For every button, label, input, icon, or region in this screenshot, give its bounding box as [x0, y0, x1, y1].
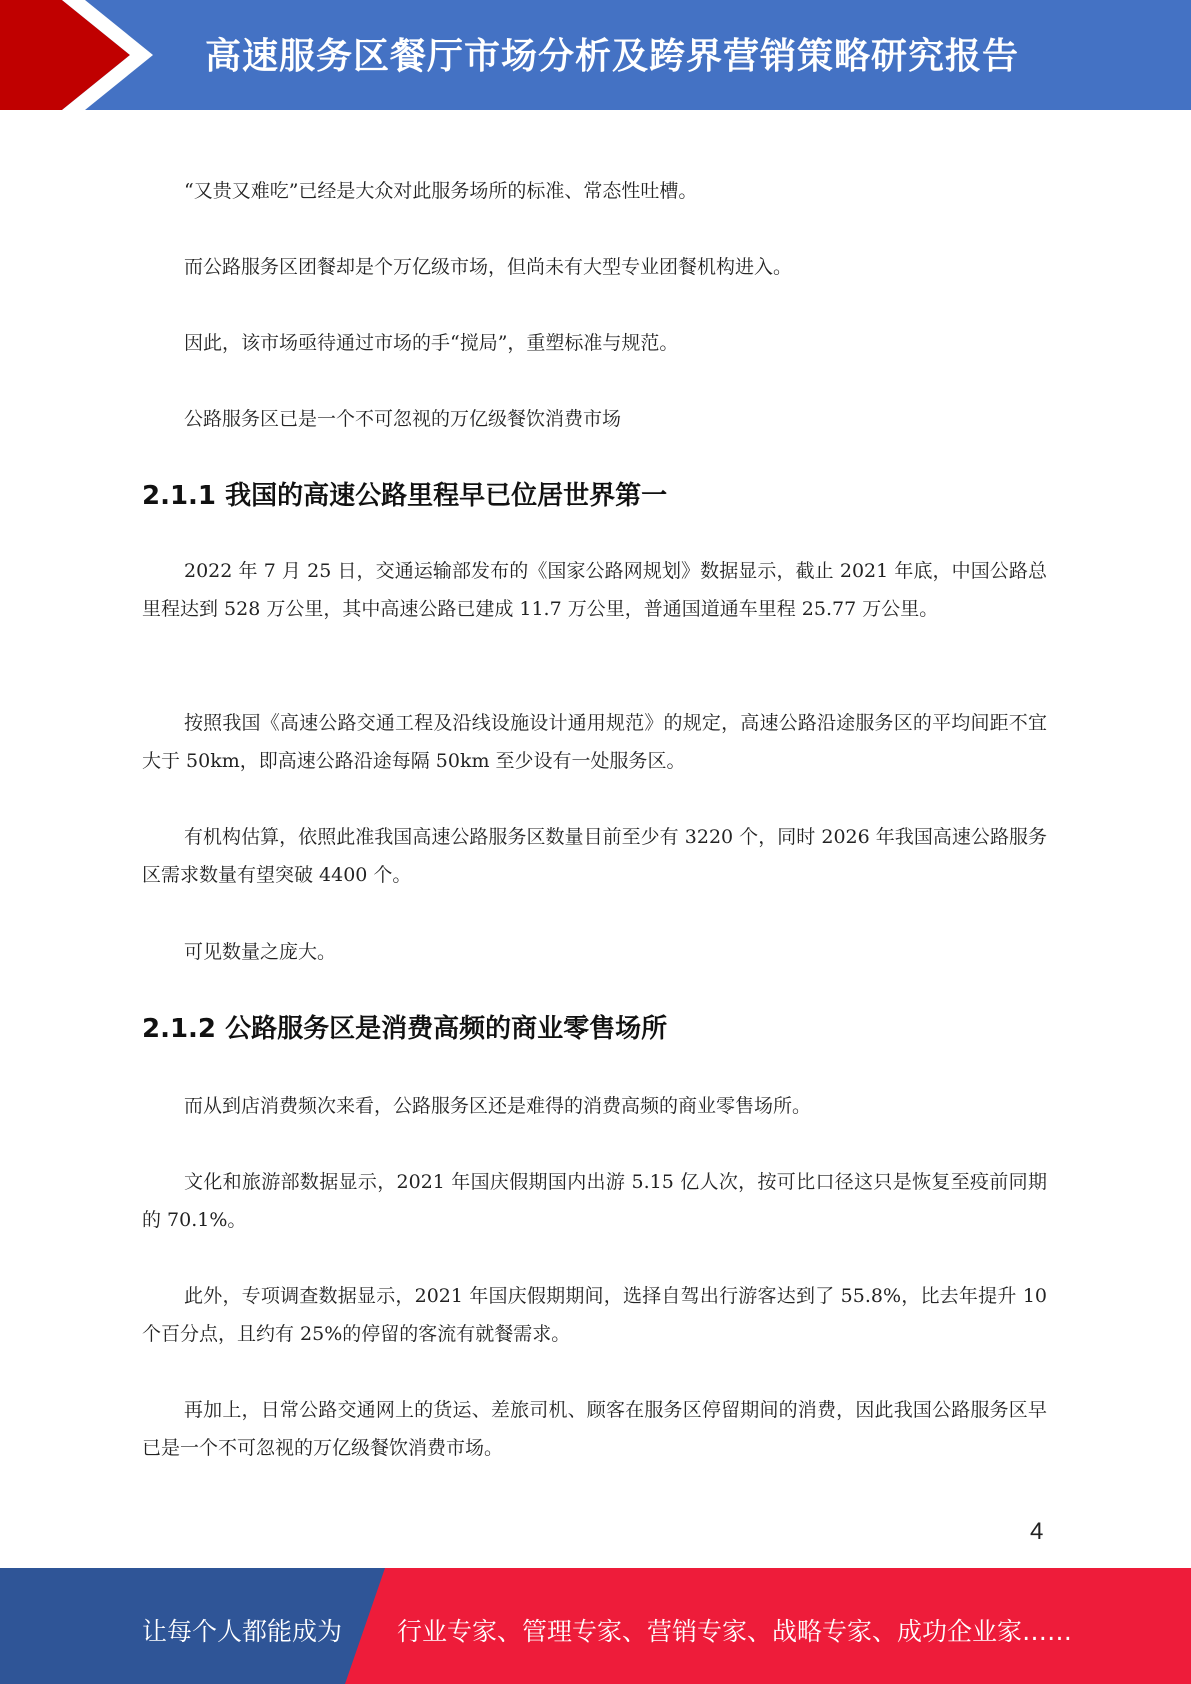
- section-heading-2-1-1: 2.1.1 我国的高速公路里程早已位居世界第一: [142, 481, 668, 511]
- paragraph: 2022 年 7 月 25 日，交通运输部发布的《国家公路网规划》数据显示，截止 2021 年底，中国公路总里程达到 528 万公里，其中高速公路已建成 11.7 万公里，普通国道通车里程 25.77 万公里。: [142, 560, 1047, 620]
- page-footer: [0, 1568, 1191, 1684]
- footer-slogan-left: 让每个人都能成为: [142, 1617, 343, 1646]
- paragraph: 可见数量之庞大。: [184, 941, 337, 963]
- paragraph: 文化和旅游部数据显示，2021 年国庆假期国内出游 5.15 亿人次，按可比口径这只是恢复至疫前同期的 70.1%。: [142, 1171, 1047, 1231]
- paragraph: “又贵又难吃”已经是大众对此服务场所的标准、常态性吐槽。: [184, 180, 698, 202]
- paragraph: 而公路服务区团餐却是个万亿级市场，但尚未有大型专业团餐机构进入。: [184, 256, 793, 278]
- report-title: 高速服务区餐厅市场分析及跨界营销策略研究报告: [205, 36, 1020, 77]
- paragraph: 此外，专项调查数据显示，2021 年国庆假期期间，选择自驾出行游客达到了 55.8%，比去年提升 10 个百分点，且约有 25%的停留的客流有就餐需求。: [142, 1285, 1047, 1345]
- paragraph: 按照我国《高速公路交通工程及沿线设施设计通用规范》的规定，高速公路沿途服务区的平均间距不宜大于 50km，即高速公路沿途每隔 50km 至少设有一处服务区。: [142, 712, 1047, 772]
- paragraph: 因此，该市场亟待通过市场的手“搅局”，重塑标准与规范。: [184, 332, 679, 354]
- paragraph: 有机构估算，依照此准我国高速公路服务区数量目前至少有 3220 个，同时 2026 年我国高速公路服务区需求数量有望突破 4400 个。: [142, 826, 1047, 886]
- page-header: [0, 0, 1191, 110]
- paragraph: 而从到店消费频次来看，公路服务区还是难得的消费高频的商业零售场所。: [184, 1095, 812, 1117]
- paragraph: 公路服务区已是一个不可忽视的万亿级餐饮消费市场: [184, 408, 622, 430]
- section-heading-2-1-2: 2.1.2 公路服务区是消费高频的商业零售场所: [142, 1014, 668, 1044]
- footer-slogan-right: 行业专家、管理专家、营销专家、战略专家、成功企业家……: [397, 1617, 1073, 1646]
- page-number: 4: [1030, 1518, 1044, 1545]
- paragraph: 再加上，日常公路交通网上的货运、差旅司机、顾客在服务区停留期间的消费，因此我国公路服务区早已是一个不可忽视的万亿级餐饮消费市场。: [142, 1399, 1047, 1459]
